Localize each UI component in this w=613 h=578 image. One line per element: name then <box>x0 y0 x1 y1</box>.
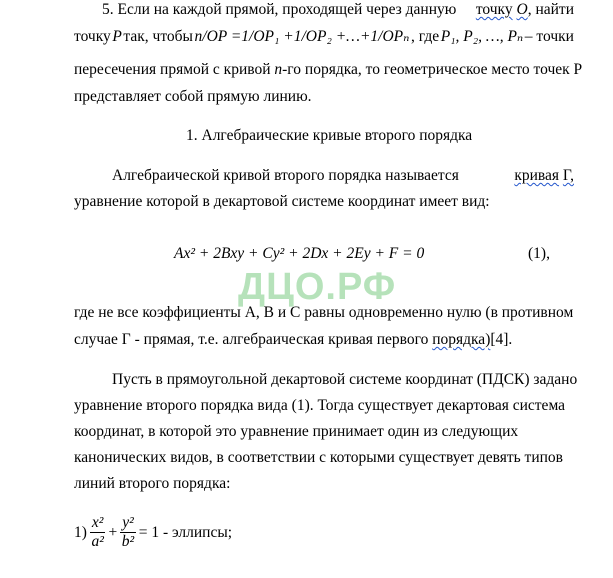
p1-l1b: кривая <box>514 167 560 184</box>
denominator-b2: b² <box>121 533 135 550</box>
p2-l2a: случае Г - прямая, т.е. алгебраическая кривая первого <box>74 331 429 348</box>
plus-sign: + <box>108 523 118 541</box>
list-item-1 <box>74 514 232 551</box>
p5-points: P₁, P₂, …, Pₙ <box>440 28 524 45</box>
p3-l3: координат, в которой это уравнение принимает один из следующих <box>74 423 519 440</box>
section-heading: 1. Алгебраические кривые второго порядка <box>186 127 473 144</box>
p3-line1: Пусть в прямоугольной декартовой системе координат (ПДСК) задано <box>112 371 578 388</box>
p5-l3b: n <box>274 61 283 78</box>
fraction-y-over-b <box>120 514 136 551</box>
watermark-logo: ДЦО.РФ <box>238 266 397 308</box>
p5-l1d: , найти <box>527 1 574 18</box>
p2-line1: где не все коэффициенты A, B и C равны одновременно нулю (в противном <box>74 304 574 321</box>
p5-l1c: O <box>516 1 528 18</box>
p5-l3c: -го порядка, то геометрическое место точек P <box>282 61 583 78</box>
p5-line3 <box>74 60 582 80</box>
p3-line3 <box>74 422 574 442</box>
p1-l1c: Г, <box>562 167 574 184</box>
item1-number: 1) <box>74 523 87 541</box>
p5-l1a: 5. Если на каждой прямой, проходящей через данную <box>102 1 457 18</box>
numerator-x2: x² <box>91 514 104 531</box>
p1-l1a: Алгебраической кривой второго порядка называется <box>112 167 459 184</box>
p5-l3a: пересечения прямой с кривой <box>74 61 271 78</box>
p5-l2d: , где <box>411 28 440 45</box>
p5-formula: n/OP =1/OP₁ +1/OP₂ +…+1/OPₙ <box>194 28 410 45</box>
p5-line1 <box>102 0 574 20</box>
denominator-a2: a² <box>91 533 104 550</box>
p5-l2c: так, чтобы <box>123 28 193 45</box>
p5-line4: представляет собой прямую линию. <box>74 88 312 105</box>
equation-number: (1), <box>528 245 550 262</box>
p1-line2: уравнение которой в декартовой системе координат имеет вид: <box>74 193 490 210</box>
p5-l2e: – точки <box>524 28 574 45</box>
p2-l2b: порядка) <box>432 331 491 348</box>
item1-rest: = 1 - эллипсы; <box>138 523 233 541</box>
fraction-x-over-a <box>90 514 106 551</box>
p5-line2 <box>74 27 574 47</box>
numerator-y2: y² <box>122 514 134 531</box>
p5-l2a: точку <box>74 28 111 45</box>
p3-line4: канонических видов, в соответствии с которыми существует девять типов <box>74 449 563 466</box>
p3-line5: линий второго порядка: <box>74 475 231 492</box>
p2-l2c: [4]. <box>490 331 513 348</box>
p5-l1b: точку <box>475 1 513 18</box>
p3-line2: уравнение второго порядка вида (1). Тогда существует декартовая система <box>74 397 566 414</box>
p2-line2 <box>74 330 512 350</box>
equation-1: Ax² + 2Bxy + Cy² + 2Dx + 2Ey + F = 0 <box>174 245 425 262</box>
p5-l2b: P <box>112 28 122 45</box>
p1-line1 <box>112 166 574 186</box>
